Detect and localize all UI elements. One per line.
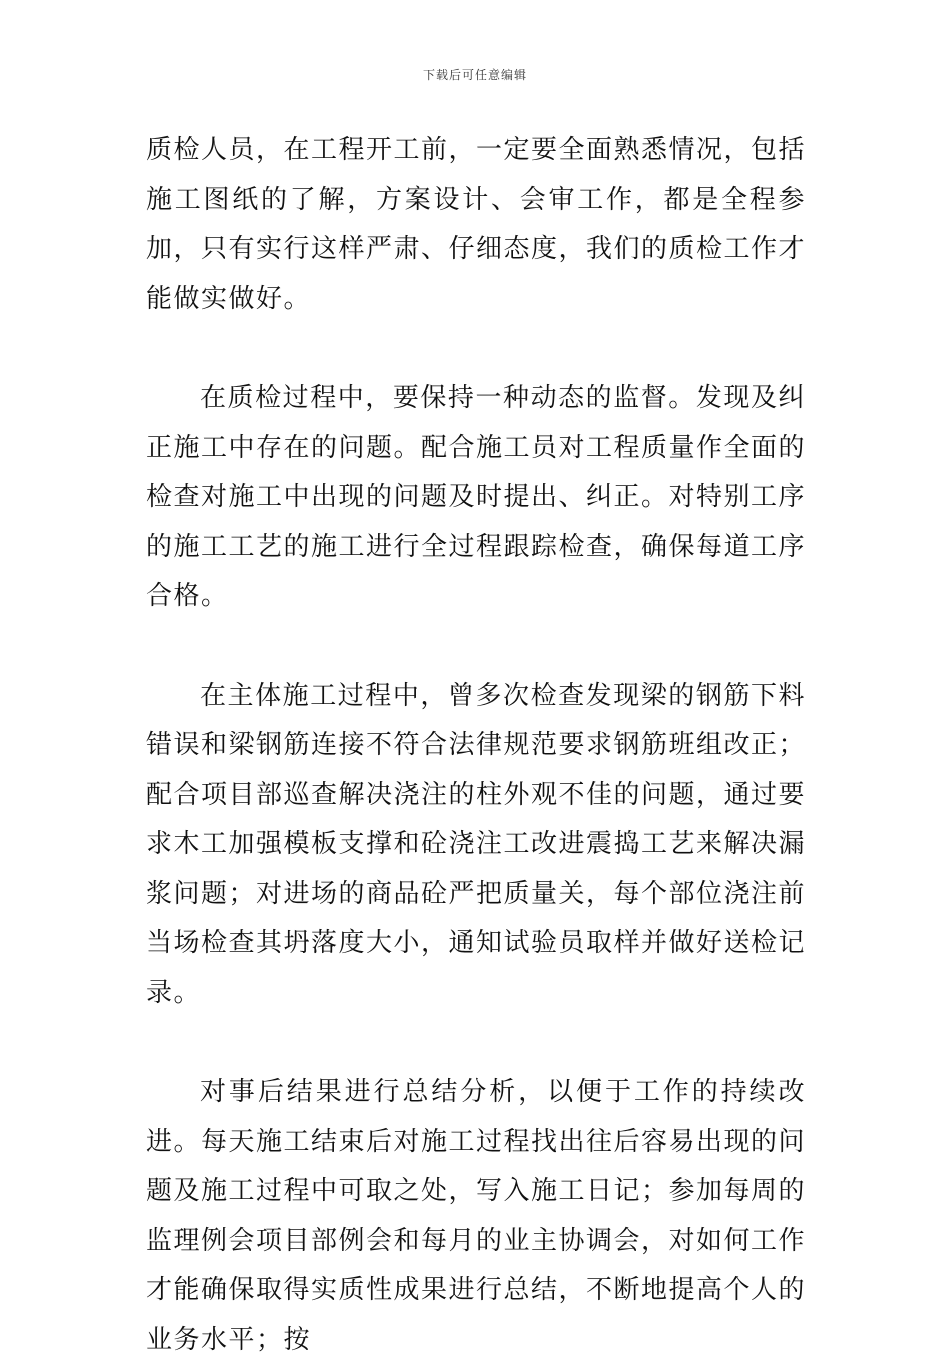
page-header: 下载后可任意编辑	[422, 68, 527, 82]
paragraph-gap	[146, 622, 806, 672]
paragraph-gap	[146, 1018, 806, 1068]
paragraph-3: 在主体施工过程中，曾多次检查发现梁的钢筋下料错误和梁钢筋连接不符合法律规范要求钢筋班组改正；配合项目部巡查解决浇注的柱外观不佳的问题，通过要求木工加强模板支撑和砼浇注工改进震捣工艺来解决漏浆问题；对进场的商品砼严把质量关，每个部位浇注前当场检查其坍落度大小，通知试验员取样并做好送检记录。	[146, 680, 807, 1008]
paragraph-4: 对事后结果进行总结分析，以便于工作的持续改进。每天施工结束后对施工过程找出往后容易出现的问题及施工过程中可取之处，写入施工日记；参加每周的监理例会项目部例会和每月的业主协调会，对如何工作才能确保取得实质性成果进行总结，不断地提高个人的业务水平；按	[146, 1077, 807, 1355]
document-body	[146, 126, 806, 1365]
paragraph-1: 质检人员，在工程开工前，一定要全面熟悉情况，包括施工图纸的了解，方案设计、会审工作，都是全程参加，只有实行这样严肃、仔细态度，我们的质检工作才能做实做好。	[146, 135, 807, 314]
paragraph-2: 在质检过程中，要保持一种动态的监督。发现及纠正施工中存在的问题。配合施工员对工程质量作全面的检查对施工中出现的问题及时提出、纠正。对特别工序的施工工艺的施工进行全过程跟踪检查，确保每道工序合格。	[146, 383, 807, 611]
paragraph-gap	[146, 324, 806, 374]
